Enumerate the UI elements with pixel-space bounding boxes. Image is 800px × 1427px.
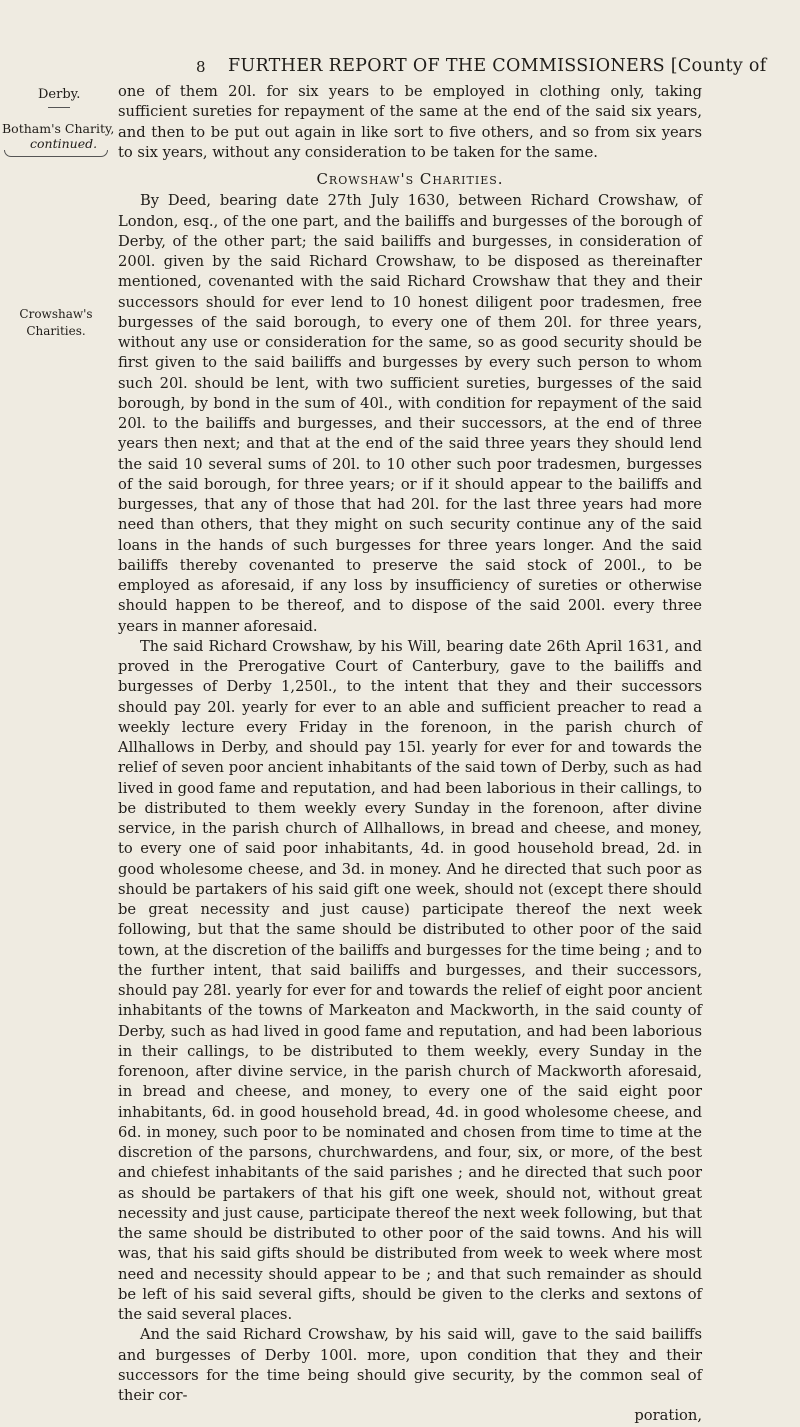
section-heading: Crowshaw's Charities. (316, 170, 504, 188)
page-header (0, 56, 800, 82)
margin-charity-previous: Botham's Charity, (2, 121, 115, 136)
margin-continued: continued. (30, 136, 98, 151)
paragraph-bequest: And the said Richard Crowshaw, by his said will, gave to the said bailiffs and burgesses of Derby 100l. more, upon condition that they and their successors for the time being should give security, by the common seal of their cor- (118, 1326, 702, 1404)
page-number: 8 (196, 58, 206, 76)
opening-paragraph: one of them 20l. for six years to be employed in clothing only, taking sufficient sureties for repayment of the same at the end of the said six years, and then to be put out again in like sort to five others, and so from six years to six years, without any consideration to be taken for the same. (118, 83, 702, 161)
paragraph-will: The said Richard Crowshaw, by his Will, bearing date 26th April 1631, and proved in the Prerogative Court of Canterbury, gave to the bailiffs and burgesses of Derby 1,250l., to the intent that they and their successors should pay 20l. yearly for ever to an able and sufficient preacher to read a weekly lecture every Friday in the forenoon, in the parish church of Allhallows in Derby, and should pay 15l. yearly for ever for and towards the relief of seven poor ancient inhabitants of the said town of Derby, such as had lived in good fame and reputation, and had been laborious in their callings, to be distributed to them weekly every Sunday in the forenoon, after divine service, in the parish church of Allhallows, in bread and cheese, and money, to every one of said poor inhabitants, 4d. in good household bread, 2d. in good wholesome cheese, and 3d. in money. And he directed that such poor as should be partakers of his said gift one week, should not (except there should be great necessity and just cause) participate thereof the next week following, but that the same should be distributed to other poor of the said town, at the discretion of the bailiffs and burgesses for the time being ; and to the further intent, that said bailiffs and burgesses, and their successors, should pay 28l. yearly for ever for and towards the relief of eight poor ancient inhabitants of the towns of Markeaton and Mackworth, in the said county of Derby, such as had lived in good fame and reputation, and had been laborious in their callings, to be distributed to them weekly, every Sunday in the forenoon, after divine service, in the parish church of Mackworth aforesaid, in bread and cheese, and money, to every one of the said eight poor inhabitants, 6d. in good household bread, 4d. in good wholesome cheese, and 6d. in money, such poor to be nominated and chosen from time to time at the discretion of the parsons, churchwardens, and four, six, or more, of the best and chiefest inhabitants of the said parishes ; and he directed that such poor as should be partakers of that his gift one week, should not, without great necessity and just cause, participate thereof the next week following, but that the same should be distributed to other poor of the said towns. And his will was, that his said gifts should be distributed from week to week where most need and necessity should appear to be ; and that such remainder as should be left of his said several gifts, should be given to the clerks and sextons of the said several places. (118, 637, 702, 1323)
margin-rule (48, 107, 70, 108)
margin-brace (4, 150, 108, 157)
closing-word: poration, (634, 1407, 702, 1425)
paragraph-deed: By Deed, bearing date 27th July 1630, between Richard Crowshaw, of London, esq., of the one part, and the bailiffs and burgesses of the borough of Derby, of the other part; the said bailiffs and burgesses, in consideration of 200l. given by the said Richard Crowshaw, to be disposed as thereinafter mentioned, covenanted with the said Richard Crowshaw that they and their successors should for ever lend to 10 honest diligent poor tradesmen, free burgesses of the said borough, to every one of them 20l. for three years, without any use or consideration for the same, so as good security should be first given to the said bailiffs and burgesses by every such person to whom such 20l. should be lent, with two sufficient sureties, burgesses of the said borough, by bond in the sum of 40l., with condition for repayment of the said 20l. to the bailiffs and burgesses, and their successors, at the end of three years then next; and that at the end of the said three years they should lend the said 10 several sums of 20l. to 10 other such poor tradesmen, burgesses of the said borough, for three years; or if it should appear to the bailiffs and burgesses, that any of those that had 20l. for the last three years had more need than others, that they might on such security continue any of the said loans in the hands of such burgesses for three years longer. And the said bailiffs thereby covenanted to preserve the said stock of 200l., to be employed as aforesaid, if any loss by insufficiency of sureties or otherwise should happen to be thereof, and to dispose of the said 200l. every three years in manner aforesaid. (118, 192, 702, 635)
body-text (118, 82, 702, 1427)
running-head: FURTHER REPORT OF THE COMMISSIONERS [County of (228, 56, 767, 76)
margin-county: Derby. (38, 87, 81, 102)
margin-charity-new: Crowshaw's Charities. (19, 307, 93, 338)
